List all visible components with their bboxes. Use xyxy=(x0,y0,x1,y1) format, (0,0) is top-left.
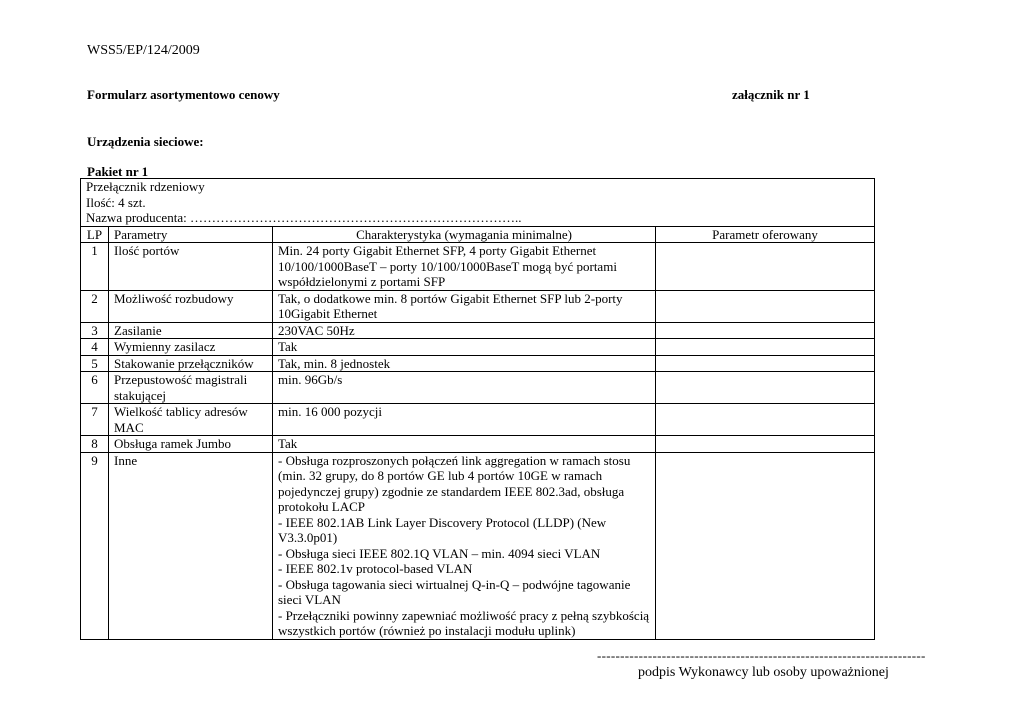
table-row xyxy=(81,355,875,372)
document-reference: WSS5/EP/124/2009 xyxy=(87,43,200,58)
row-parameter-cell: Stakowanie przełączników xyxy=(109,355,273,372)
row-offered-cell[interactable] xyxy=(656,355,875,372)
row-lp-cell: 8 xyxy=(81,436,109,453)
package-title: Pakiet nr 1 xyxy=(87,164,149,179)
table-header-row xyxy=(81,226,875,243)
producer-field: Nazwa producenta: ………………………………………………………………….. xyxy=(86,210,522,225)
table-row xyxy=(81,243,875,291)
row-lp-cell: 1 xyxy=(81,243,109,291)
column-header-parameter: Parametry xyxy=(109,226,273,243)
signature-caption: podpis Wykonawcy lub osoby upoważnionej xyxy=(638,665,889,680)
row-parameter-cell: Możliwość rozbudowy xyxy=(109,290,273,322)
row-requirement-cell: 230VAC 50Hz xyxy=(273,322,656,339)
attachment-label: załącznik nr 1 xyxy=(732,87,810,102)
row-requirement-cell: Tak xyxy=(273,436,656,453)
row-offered-cell[interactable] xyxy=(656,372,875,404)
section-title: Urządzenia sieciowe: xyxy=(87,134,204,149)
row-offered-cell[interactable] xyxy=(656,243,875,291)
row-lp-cell: 4 xyxy=(81,339,109,356)
row-parameter-cell: Przepustowość magistrali stakującej xyxy=(109,372,273,404)
row-requirement-cell: Tak, o dodatkowe min. 8 portów Gigabit Ethernet SFP lub 2-porty 10Gigabit Ethernet xyxy=(273,290,656,322)
row-parameter-cell: Wymienny zasilacz xyxy=(109,339,273,356)
table-row xyxy=(81,339,875,356)
table-intro-row xyxy=(81,179,875,227)
table-row xyxy=(81,404,875,436)
row-lp-cell: 3 xyxy=(81,322,109,339)
row-lp-cell: 9 xyxy=(81,452,109,639)
row-requirement-cell: Tak xyxy=(273,339,656,356)
row-requirement-cell: - Obsługa rozproszonych połączeń link aggregation w ramach stosu (min. 32 grupy, do 8 portów GE lub 4 portów 10GE w ramach pojedynczej grupy) zgodnie ze standardem IEEE 802.3ad, obsługa protokołu LACP - IEEE 802.1AB Link Layer Discovery Protocol (LLDP) (New V3.3.0p01) - Obsługa sieci IEEE 802.1Q VLAN – min. 4094 sieci VLAN - IEEE 802.1v protocol-based VLAN - Obsługa tagowania sieci wirtualnej Q-in-Q – podwójne tagowanie sieci VLAN - Przełączniki powinny zapewniać możliwość pracy z pełną szybkością wszystkich portów (również po instalacji modułu uplink) xyxy=(273,452,656,639)
row-parameter-cell: Ilość portów xyxy=(109,243,273,291)
row-requirement-cell: min. 16 000 pozycji xyxy=(273,404,656,436)
column-header-offered: Parametr oferowany xyxy=(656,226,875,243)
row-offered-cell[interactable] xyxy=(656,322,875,339)
table-row xyxy=(81,290,875,322)
row-offered-cell[interactable] xyxy=(656,404,875,436)
form-title: Formularz asortymentowo cenowy xyxy=(87,87,280,102)
device-name: Przełącznik rdzeniowy xyxy=(86,179,205,194)
row-requirement-cell: Min. 24 porty Gigabit Ethernet SFP, 4 porty Gigabit Ethernet 10/100/1000BaseT – porty 10/100/1000BaseT mogą być portami współdzielonymi z portami SFP xyxy=(273,243,656,291)
specification-table xyxy=(80,178,875,640)
row-offered-cell[interactable] xyxy=(656,339,875,356)
row-lp-cell: 6 xyxy=(81,372,109,404)
device-quantity: Ilość: 4 szt. xyxy=(86,194,146,210)
row-offered-cell[interactable] xyxy=(656,290,875,322)
row-lp-cell: 5 xyxy=(81,355,109,372)
row-parameter-cell: Inne xyxy=(109,452,273,639)
signature-line: ----------------------------------------------------------------------- xyxy=(597,648,926,663)
row-offered-cell[interactable] xyxy=(656,436,875,453)
table-row xyxy=(81,452,875,639)
row-parameter-cell: Wielkość tablicy adresów MAC xyxy=(109,404,273,436)
table-row xyxy=(81,322,875,339)
column-header-requirement: Charakterystyka (wymagania minimalne) xyxy=(273,226,656,243)
table-row xyxy=(81,372,875,404)
row-requirement-cell: Tak, min. 8 jednostek xyxy=(273,355,656,372)
table-row xyxy=(81,436,875,453)
row-lp-cell: 2 xyxy=(81,290,109,322)
column-header-lp: LP xyxy=(81,226,109,243)
row-parameter-cell: Zasilanie xyxy=(109,322,273,339)
table-intro-cell xyxy=(81,179,875,227)
row-offered-cell[interactable] xyxy=(656,452,875,639)
row-requirement-cell: min. 96Gb/s xyxy=(273,372,656,404)
row-lp-cell: 7 xyxy=(81,404,109,436)
row-parameter-cell: Obsługa ramek Jumbo xyxy=(109,436,273,453)
